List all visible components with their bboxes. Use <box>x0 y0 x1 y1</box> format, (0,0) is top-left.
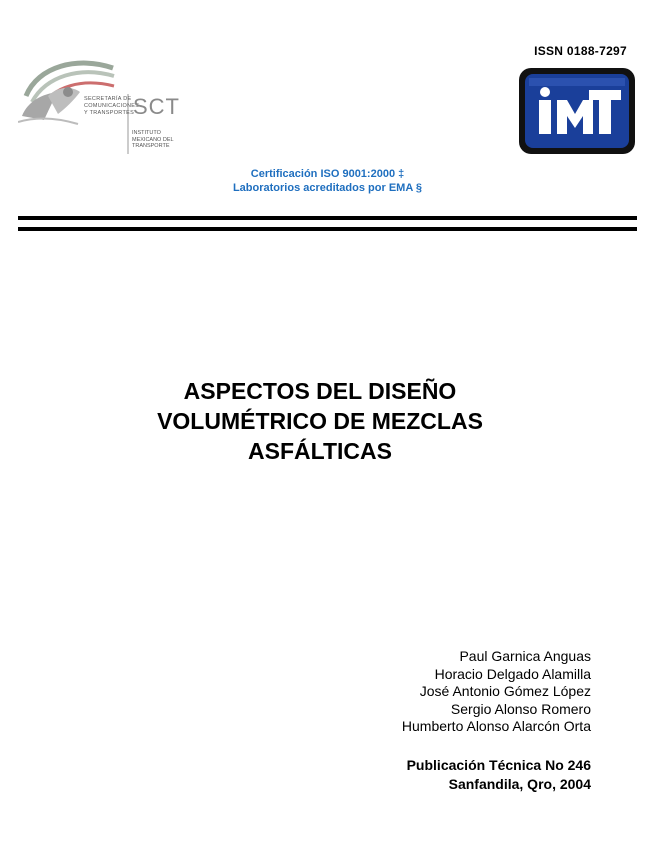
imt-logo <box>517 66 637 156</box>
certification-line-2: Laboratorios acreditados por EMA § <box>232 182 423 194</box>
sct-acronym: SCT <box>133 94 180 119</box>
secretaria-line: COMUNICACIONES <box>84 103 140 109</box>
publication-place-date: Sanfandila, Qro, 2004 <box>448 776 591 792</box>
certification-block <box>0 167 655 195</box>
certification-line-1: Certificación ISO 9001:2000 ‡ <box>250 168 405 180</box>
title-line: ASFÁLTICAS <box>248 438 392 464</box>
divider-rule-top <box>18 216 637 220</box>
issn-label: ISSN 0188-7297 <box>534 44 627 58</box>
secretaria-line: Y TRANSPORTES <box>84 110 135 116</box>
authors-list <box>402 648 591 736</box>
document-title <box>0 376 640 466</box>
divider-rule-bottom <box>18 227 637 231</box>
sct-logo <box>18 56 188 156</box>
title-line: VOLUMÉTRICO DE MEZCLAS <box>157 408 483 434</box>
instituto-line: TRANSPORTE <box>132 143 170 149</box>
instituto-line: INSTITUTO <box>132 130 161 136</box>
author-name: José Antonio Gómez López <box>419 683 591 699</box>
instituto-line: MEXICANO DEL <box>132 136 174 143</box>
author-name: Horacio Delgado Alamilla <box>434 665 591 682</box>
author-name: Sergio Alonso Romero <box>450 700 591 717</box>
title-line: ASPECTOS DEL DISEÑO <box>183 378 457 404</box>
author-name: Paul Garnica Anguas <box>459 648 591 664</box>
imt-logo-icon <box>517 66 637 156</box>
publication-info <box>407 756 591 794</box>
publication-number: Publicación Técnica No 246 <box>406 757 591 773</box>
author-name: Humberto Alonso Alarcón Orta <box>401 718 591 734</box>
secretaria-line: SECRETARÍA DE <box>84 96 132 102</box>
